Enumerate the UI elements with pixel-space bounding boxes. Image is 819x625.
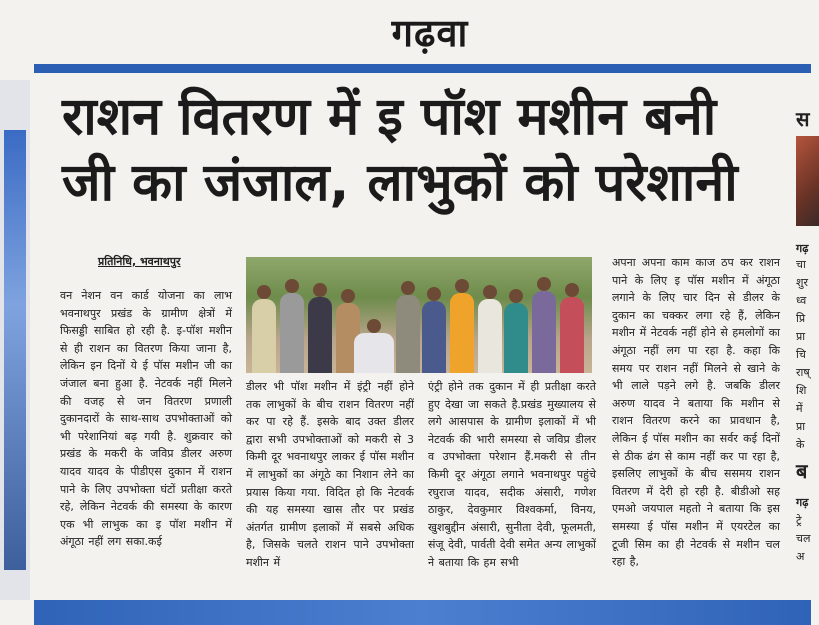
adjacent-fragment: चल	[796, 532, 811, 545]
section-rule	[34, 64, 811, 73]
adjacent-photo-right	[796, 136, 819, 226]
adjacent-fragment: प्रा	[796, 420, 806, 433]
headline	[62, 84, 782, 216]
adjacent-fragment: चि	[796, 348, 806, 361]
adjacent-fragment: राष्	[796, 366, 810, 379]
adjacent-fragment: ट्रे	[796, 514, 802, 527]
byline: प्रतिनिधि, भवनाथपुर	[98, 255, 181, 268]
adjacent-article-right	[788, 84, 819, 604]
bottom-advert-strip	[34, 600, 811, 625]
headline-line-2: जी का जंजाल, लाभुकों को परेशानी	[62, 153, 738, 213]
section-title: गढ़वा	[391, 11, 469, 55]
adjacent-page-left	[0, 80, 30, 600]
adjacent-fragment: गढ़	[796, 496, 809, 509]
adjacent-fragment: स	[796, 107, 810, 131]
adjacent-fragment: ब	[796, 459, 808, 483]
article-column-2: डीलर भी पॉश मशीन में इंट्री नहीं होने तक लाभुकों के बीच राशन वितरण नहीं कर पा रहे हैं. इसके बाद उक्त डीलर द्वारा सभी उपभोक्ताओं को मकरी से 3 किमी दूर भवनाथपुर लाकर ई पॉस मशीन में लाभुकों का अंगूठे का निशान लेने का प्रयास किया गया. विदित हो कि नेटवर्क की यह समस्या खास तौर पर प्रखंड अंतर्गत ग्रामीण इलाकों में सबसे अधिक है, जिसके चलते राशन पाने उपभोक्ता मशीन में	[246, 380, 414, 569]
headline-line-1: राशन वितरण में इ पॉश मशीन बनी	[62, 87, 717, 147]
adjacent-fragment: शि	[796, 384, 807, 397]
news-photo	[246, 257, 592, 373]
article-column-1: वन नेशन वन कार्ड योजना का लाभ भवनाथपुर प्रखंड के ग्रामीण क्षेत्रों में फिसड्डी साबित हो रही है. इ-पॉश मशीन से ही राशन का वितरण किया जाना है, लेकिन इन दिनों ये ई पॉस मशीन जी का जंजाल बना हुआ है. नेटवर्क नहीं मिलने की वजह से जन वितरण प्रणाली दुकानदारों के साथ-साथ उपभोक्ताओं को भी परेशानियां बढ़ गयी है. शुक्रवार को प्रखंड के मकरी के जविप्र डीलर अरुण यादव यादव के पीडीएस दुकान में राशन पाने के लिए उपभोक्ता घंटों प्रतीक्षा करते रहे, लेकिन नेटवर्क की समस्या के कारण एक भी लाभुक का इ पॉश मशीन में अंगूठा नहीं लग सका.कई	[60, 289, 232, 549]
adjacent-fragment: प्रि	[796, 312, 806, 325]
article-column-3: एंट्री होने तक दुकान में ही प्रतीक्षा करते हुए देखा जा सकते है.प्रखंड मुख्यालय से लगे आसपास के ग्रामीण इलाकों में भी नेटवर्क की भारी समस्या से जविप्र डीलर व उपभोक्ता परेशान हैं.मकरी से तीन किमी दूर अंगूठा लगाने भवनाथपुर पहुंचे रघुराज यादव, सदीक अंसारी, गणेश ठाकुर, देवकुमार विश्वकर्मा, विनय, खुशबुद्दीन अंसारी, सुनीता देवी, फूलमती, संजू देवी, पार्वती देवी समेत अन्य लाभुकों ने बताया कि हम सभी	[428, 380, 596, 569]
adjacent-fragment: चा	[796, 258, 806, 271]
adjacent-fragment: के	[796, 438, 805, 451]
adjacent-fragment: गढ़	[796, 242, 809, 255]
adjacent-fragment: अ	[796, 550, 805, 563]
adjacent-fragment: शुर	[796, 276, 808, 289]
adjacent-fragment: ध्व	[796, 294, 807, 307]
adjacent-fragment: में	[796, 402, 803, 415]
article-column-4: अपना अपना काम काज ठप कर राशन पाने के लिए इ पॉस मशीन में अंगूठा लगाने के लिए चार दिन से डीलर के दुकान का चक्कर लगा रहे हैं, लेकिन मशीन में नेटवर्क नहीं होने से हमलोगों का अंगूठा नहीं लग पा रहा है. कहा कि समय पर राशन नहीं मिलने से खाने के भी लाले पड़ने लगे है. जबकि डीलर अरुण यादव ने बताया कि मशीन से राशन वितरण करने का प्रावधान है, लेकिन ई पॉस मशीन का सर्वर कई दिनों से ठीक ढंग से काम नहीं कर पा रहा है, इसलिए लाभुकों के बीच ससमय राशन वितरण में देरी हो रही है. बीडीओ सह एमओ जयपाल महतो ने बताया कि इस समस्या ई पॉस मशीन में एयरटेल का टूजी सिम का ही नेटवर्क से मशीन चल रहा है,	[612, 256, 780, 569]
adjacent-photo	[4, 130, 26, 570]
adjacent-fragment: प्रा	[796, 330, 806, 343]
